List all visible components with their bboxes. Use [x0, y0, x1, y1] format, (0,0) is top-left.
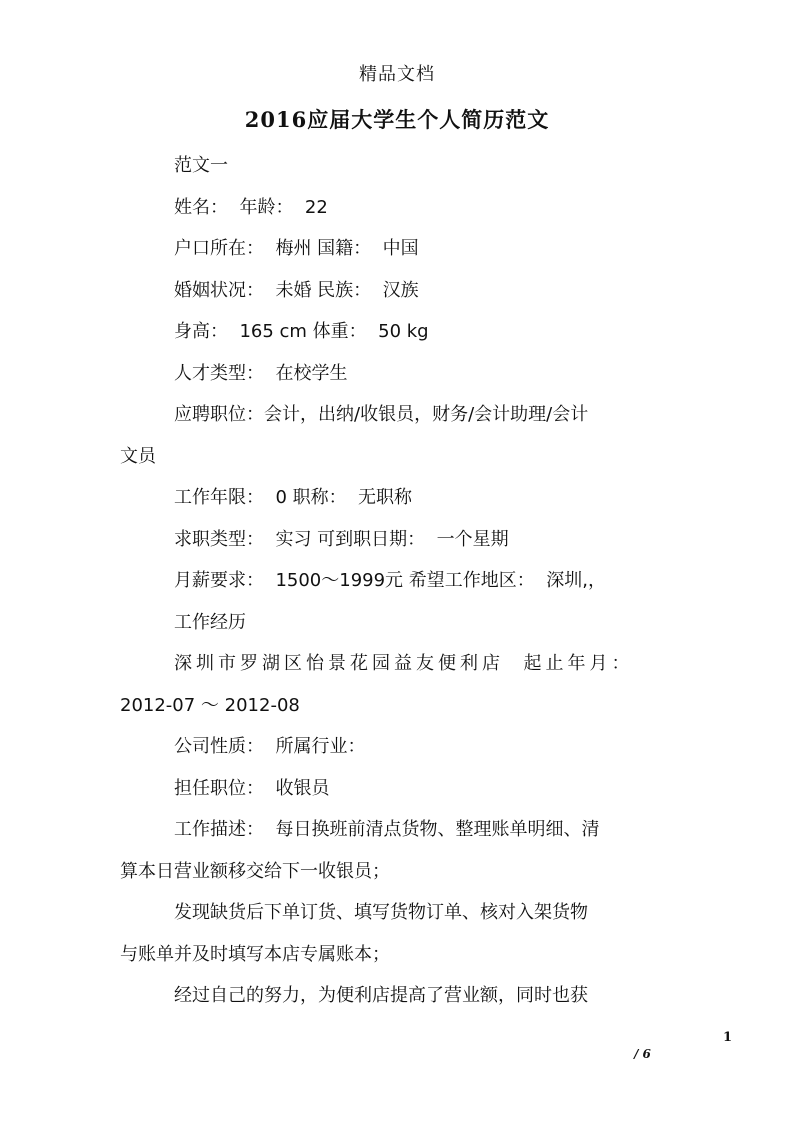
text-line: 深圳市罗湖区怡景花园益友便利店 起止年月：	[174, 653, 634, 674]
text-line: 与账单并及时填写本店专属账本；	[120, 943, 390, 965]
text-line: 姓名： 年龄： 22	[174, 196, 328, 218]
text-line: 2012-07 ～ 2012-08	[120, 694, 300, 716]
text-line: 担任职位： 收银员	[174, 777, 330, 799]
text-line: 身高： 165 cm 体重： 50 kg	[174, 321, 429, 342]
text-line: 应聘职位：会计，出纳/收银员，财务/会计助理/会计	[174, 404, 589, 425]
document-body	[120, 145, 676, 1017]
text-line: 人才类型： 在校学生	[174, 362, 348, 384]
text-line: 工作描述： 每日换班前清点货物、整理账单明细、清	[174, 819, 600, 840]
text-line: 经过自己的努力，为便利店提高了营业额，同时也获	[174, 985, 588, 1006]
text-line: 范文一	[174, 155, 228, 176]
text-line: 文员	[120, 445, 156, 467]
text-line: 求职类型： 实习 可到职日期： 一个星期	[174, 528, 509, 550]
document-title: 2016应届大学生个人简历范文	[244, 107, 550, 132]
text-line: 月薪要求： 1500～1999元 希望工作地区： 深圳,，	[174, 570, 606, 591]
text-line: 户口所在： 梅州 国籍： 中国	[174, 238, 419, 259]
text-line: 公司性质： 所属行业：	[174, 736, 366, 757]
text-line: 发现缺货后下单订货、填写货物订单、核对入架货物	[174, 902, 588, 923]
page-number: 1	[723, 1030, 733, 1045]
page-total: / 6	[634, 1047, 651, 1061]
text-line: 婚姻状况： 未婚 民族： 汉族	[174, 279, 419, 301]
text-line: 工作年限： 0 职称： 无职称	[174, 487, 413, 508]
page-header: 精品文档	[359, 64, 435, 85]
section-heading: 工作经历	[174, 611, 246, 633]
text-line: 算本日营业额移交给下一收银员；	[120, 860, 390, 882]
